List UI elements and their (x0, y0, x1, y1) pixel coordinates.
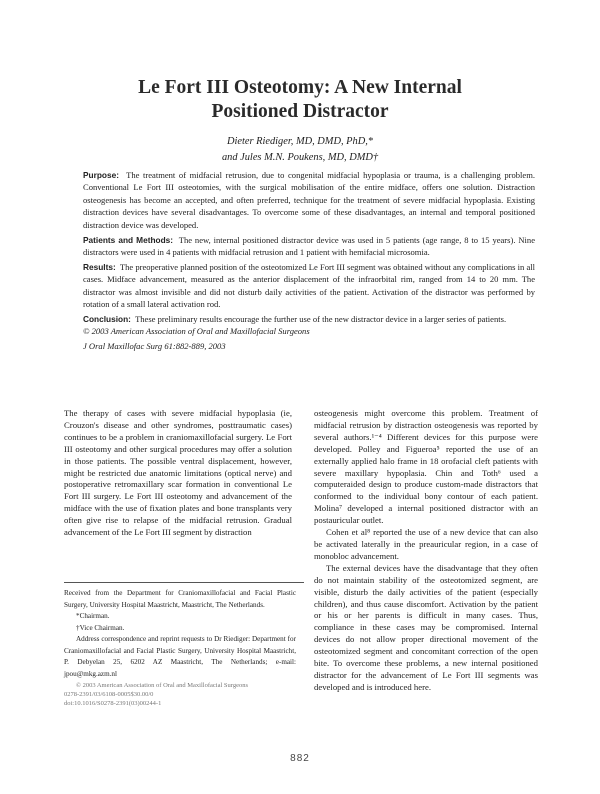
footnote-address: Address correspondence and reprint requests to Dr Riediger: Department for Craniomaxillofacial and Facial Plastic Surgery, University Hospital Maastricht, P. Debyelan 25, 6202 AZ Maastricht, The Netherlands; e-mail: jpou@mkg.azm.nl (64, 635, 296, 678)
conclusion-label: Conclusion: (83, 313, 131, 324)
footnote-copyright: © 2003 American Association of Oral and Maxillofacial Surgeons (76, 682, 248, 689)
title-line-2: Positioned Distractor (211, 101, 389, 122)
methods-label: Patients and Methods: (83, 234, 174, 245)
page-number: 882 (290, 753, 310, 764)
authors-line-2: and Jules M.N. Poukens, MD, DMD† (221, 152, 379, 163)
purpose-label: Purpose: (83, 170, 119, 180)
journal-citation: J Oral Maxillofac Surg 61:882-889, 2003 (83, 341, 226, 352)
abstract-results (83, 261, 535, 311)
title-line-1: Le Fort III Osteotomy: A New Internal (138, 77, 462, 98)
body-column-right (314, 408, 538, 694)
results-label: Results: (83, 261, 116, 272)
footnote-received: Received from the Department for Craniomaxillofacial and Facial Plastic Surgery, University Hospital Maastricht, Maastricht, The Netherlands. (64, 589, 296, 609)
footnote-vice-chairman: †Vice Chairman. (76, 623, 125, 632)
methods-text: The new, internal positioned distractor device was used in 5 patients (age range, 8 to 15 years). Nine distractors were used in 4 patients with midfacial retrusion and 1 patient with hemifacial microsomia. (83, 234, 535, 257)
abstract-purpose (83, 169, 535, 231)
footnote-chairman: *Chairman. (76, 612, 110, 620)
abstract-methods (83, 234, 535, 259)
body-paragraph: The therapy of cases with severe midfacial hypoplasia (ie, Crouzon's disease and other syndromes, posttraumatic cases) continues to be a problem in craniomaxillofacial surgery. Le Fort III osteotomy and other surgical procedures may offer a solution in those patients. The possible ventral displacement, however, might be restricted due anatomic limitations (optical nerve) and postoperative retromaxillary scar formation in conventional Le Fort III surgery. Le Fort III osteotomy and advancement of the midface with the use of fixation plates and bone transplants very often give rise to relapse of the midfacial retrusion. Gradual advancement of the Le Fort III segment by distraction (64, 408, 292, 538)
body-column-left (64, 408, 292, 539)
purpose-text: The treatment of midfacial retrusion, due to congenital midfacial hypoplasia or trauma, is a challenging problem. Conventional Le Fort III osteotomies, with the surgical mobilisation of the entire midface, offers one solution. Distraction osteogenesis has become an accepted, and often preferred, technique for the treatment of severe midfacial hypoplasia. Existing distraction devices have several disadvantages. To overcome some of these disadvantages, an internal and temporal positioned distraction device was developed. (83, 170, 535, 230)
abstract-copyright: © 2003 American Association of Oral and Maxillofacial Surgeons (83, 326, 310, 337)
body-paragraph: osteogenesis might overcome this problem. Treatment of midfacial retrusion by distraction osteogenesis was reported by several authors.¹⁻⁴ Different devices for this purpose were developed. Polley and Figueroa⁵ reported the use of an externally applied halo frame in 18 orofacial cleft patients with severe maxillary hypoplasia. Chin and Toth⁶ used a computeraided design to produce custom-made distractors that conformed to the individual bony contour of each patient. Molina⁷ developed a internal positioned distractor with an postauricular outlet. (314, 408, 538, 526)
abstract-conclusion (83, 313, 535, 325)
body-paragraph: The external devices have the disadvantage that they often do not maintain stability of the osteotomized segment, are visible, disturb the daily activities of the patient (especially children), and thus cause discomfort. Activation by the patient or his or her parents is difficult in many cases. Thus, compliance in these cases may be compromised. Internal devices do not allow proper directional movement of the osteotomized segment and concomitant correction of the open bite. To overcome these problems, a new internal positioned distractor for the advancement of Le Fort III segments was developed and is introduced here. (314, 562, 538, 692)
footnote-divider (64, 582, 304, 583)
footnote-issn: 0278-2391/03/6108-0005$30.00/0 (64, 691, 154, 698)
results-text: The preoperative planned position of the osteotomized Le Fort III segment was obtained without any complications in all cases. Midface advancement, measured as the anterior displacement of the infraorbital rim, ranged from 14 to 20 mm. The distractor was almost invisible and did not disturb daily activities of the patient. Activation of the distractor was performed by rotation of a small lateral activation rod. (83, 261, 535, 310)
footnotes (64, 588, 296, 708)
abstract (83, 169, 535, 355)
article-title (60, 76, 540, 124)
footnote-doi: doi:10.1016/S0278-2391(03)00244-1 (64, 700, 162, 707)
author-list (60, 134, 540, 166)
body-paragraph: Cohen et al⁸ reported the use of a new device that can also be activated laterally in the preauricular region, in a case of monobloc advancement. (314, 527, 538, 561)
conclusion-text: These preliminary results encourage the further use of the new distractor device in a larger series of patients. (135, 313, 507, 324)
authors-line-1: Dieter Riediger, MD, DMD, PhD,* (226, 136, 374, 147)
